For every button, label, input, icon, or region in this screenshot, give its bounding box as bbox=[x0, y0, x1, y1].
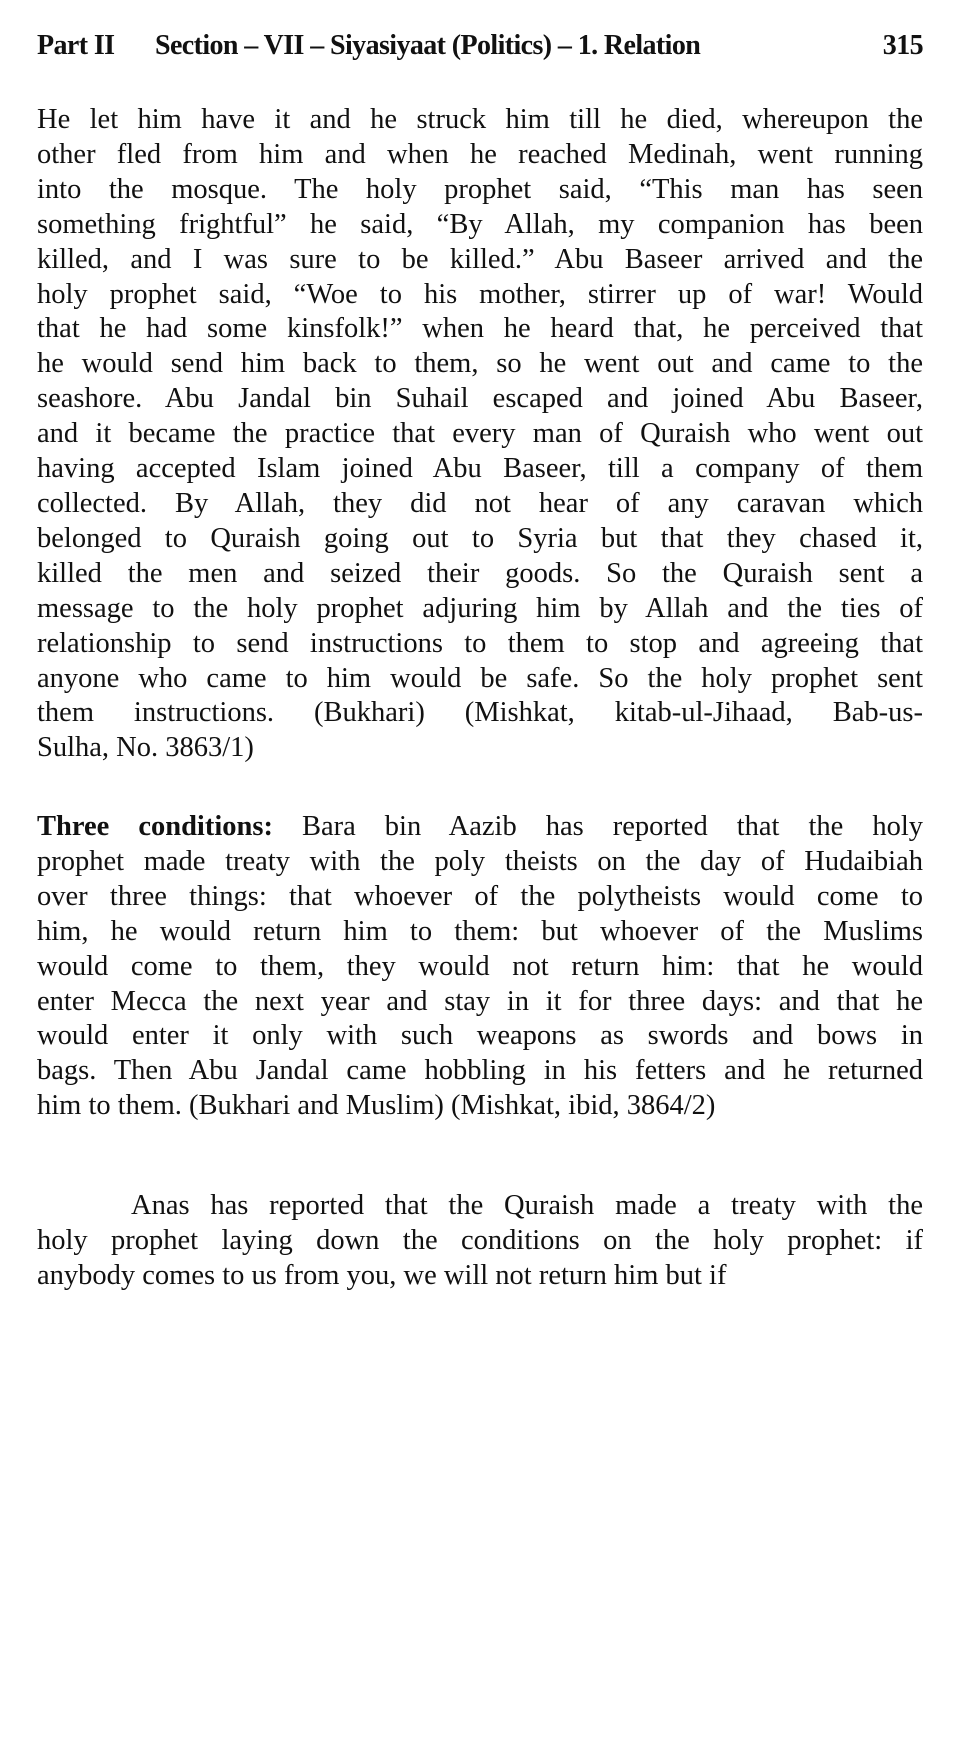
text-line: and it became the practice that every man of Quraish who went out bbox=[37, 418, 923, 450]
text-line: anybody comes to us from you, we will not return him but if bbox=[37, 1259, 727, 1291]
text-line: relationship to send instructions to them to stop and agreeing that bbox=[37, 627, 923, 659]
text-line: them instructions. (Bukhari) (Mishkat, kitab-ul-Jihaad, Bab-us- bbox=[37, 697, 923, 729]
running-header bbox=[37, 30, 923, 66]
text-line: killed the men and seized their goods. So the Quraish sent a bbox=[37, 557, 923, 589]
text-line: seashore. Abu Jandal bin Suhail escaped and joined Abu Baseer, bbox=[37, 383, 923, 415]
text-line: holy prophet said, “Woe to his mother, stirrer up of war! Would bbox=[37, 278, 923, 310]
text-line: bags. Then Abu Jandal came hobbling in his fetters and he returned bbox=[37, 1055, 923, 1087]
text-line: enter Mecca the next year and stay in it for three days: and that he bbox=[37, 985, 923, 1017]
paragraph-3 bbox=[37, 1189, 923, 1294]
paragraph-heading: Three conditions: bbox=[37, 811, 273, 842]
text-line: He let him have it and he struck him till he died, whereupon the bbox=[37, 104, 923, 135]
paragraph-three-conditions bbox=[37, 810, 923, 1124]
text-line: prophet made treaty with the poly theists on the day of Hudaibiah bbox=[37, 845, 923, 877]
text-line: something frightful” he said, “By Allah, my companion has been bbox=[37, 208, 923, 240]
text-line: him, he would return him to them: but whoever of the Muslims bbox=[37, 915, 923, 947]
text-line: Anas has reported that the Quraish made a treaty with the bbox=[131, 1190, 923, 1221]
header-part: Part II bbox=[37, 30, 115, 61]
text-line: killed, and I was sure to be killed.” Abu Baseer arrived and the bbox=[37, 243, 923, 275]
text-line-rest: Bara bin Aazib has reported that the holy bbox=[272, 811, 924, 842]
text-line: him to them. (Bukhari and Muslim) (Mishkat, ibid, 3864/2) bbox=[37, 1090, 716, 1122]
text-line: would enter it only with such weapons as swords and bows in bbox=[37, 1020, 923, 1052]
text-line: Sulha, No. 3863/1) bbox=[37, 732, 254, 764]
text-line: over three things: that whoever of the polytheists would come to bbox=[37, 880, 923, 912]
text-line: anyone who came to him would be safe. So the holy prophet sent bbox=[37, 662, 923, 694]
text-line: would come to them, they would not return him: that he would bbox=[37, 950, 923, 982]
text-line: that he had some kinsfolk!” when he heard that, he perceived that bbox=[37, 313, 923, 345]
text-line: other fled from him and when he reached Medinah, went running bbox=[37, 138, 923, 170]
text-line: he would send him back to them, so he went out and came to the bbox=[37, 348, 923, 380]
text-line: having accepted Islam joined Abu Baseer, till a company of them bbox=[37, 453, 923, 485]
text-line: into the mosque. The holy prophet said, “This man has seen bbox=[37, 173, 923, 205]
text-line: holy prophet laying down the conditions on the holy prophet: if bbox=[37, 1224, 923, 1256]
text-line: collected. By Allah, they did not hear of any caravan which bbox=[37, 487, 923, 519]
text-line: belonged to Quraish going out to Syria but that they chased it, bbox=[37, 522, 923, 554]
text-line bbox=[37, 810, 923, 845]
paragraph-1 bbox=[37, 103, 923, 766]
header-section-title: Section – VII – Siyasiyaat (Politics) – 1. Relation bbox=[155, 30, 701, 61]
page-number: 315 bbox=[882, 30, 923, 61]
text-line: message to the holy prophet adjuring him by Allah and the ties of bbox=[37, 592, 923, 624]
